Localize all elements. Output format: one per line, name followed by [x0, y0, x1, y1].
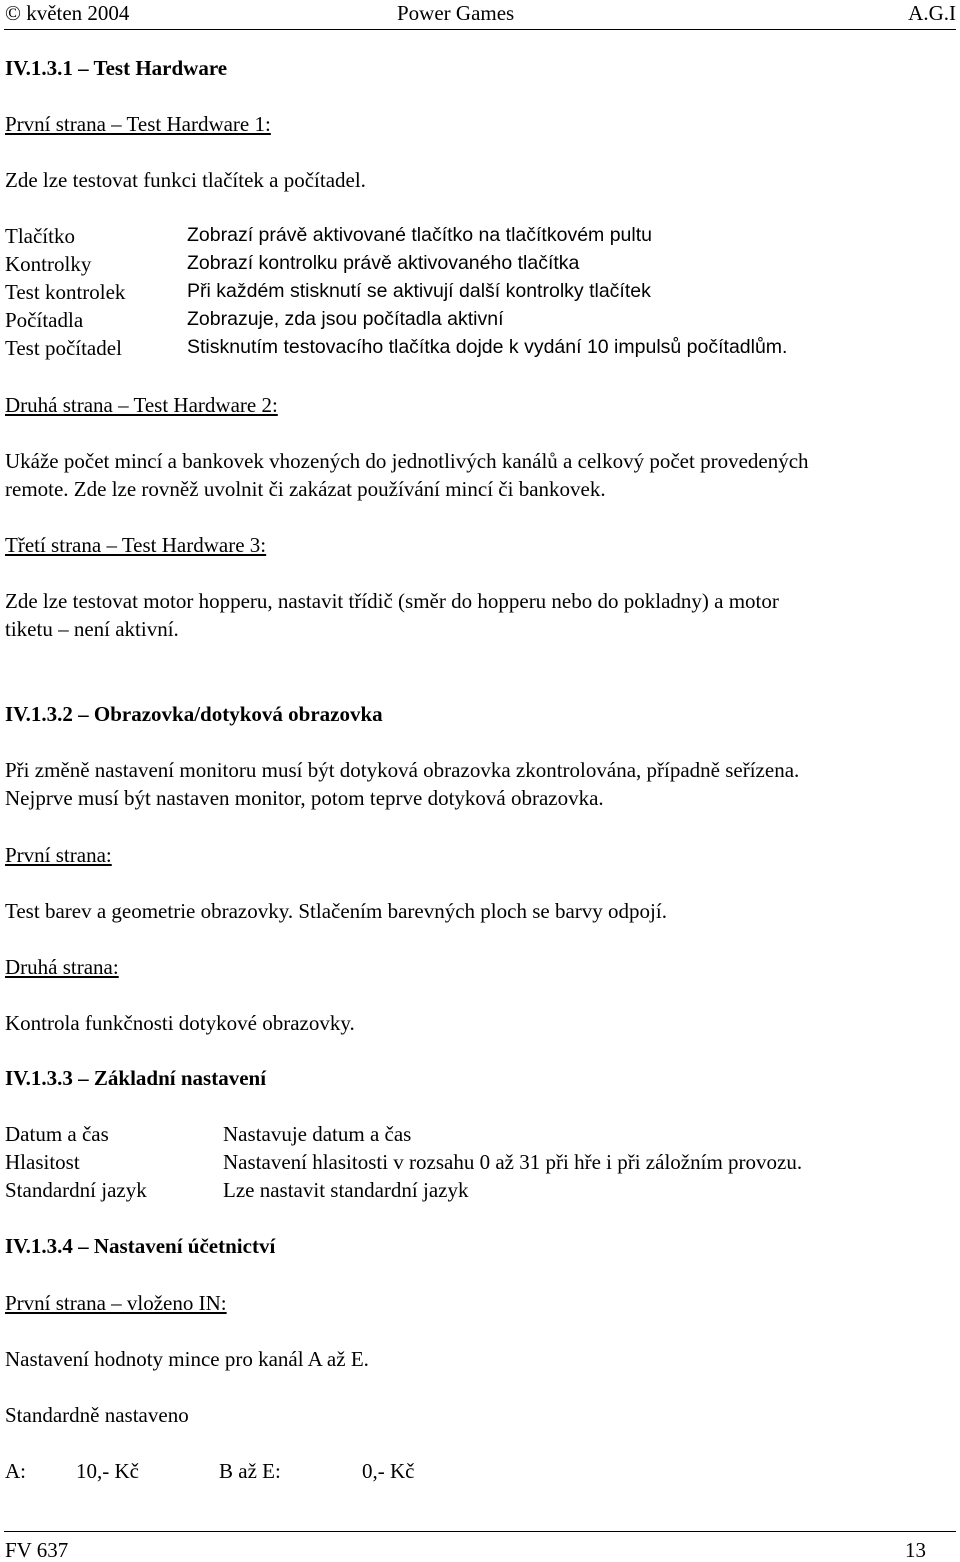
paragraph: Zde lze testovat motor hopperu, nastavit třídič (směr do hopperu nebo do pokladny) a motor: [5, 589, 779, 613]
subheading-page-2: Druhá strana – Test Hardware 2:: [5, 393, 278, 417]
subheading-page-1: První strana – Test Hardware 1:: [5, 112, 271, 136]
paragraph: Kontrola funkčnosti dotykové obrazovky.: [5, 1011, 355, 1035]
subheading-second-page: Druhá strana:: [5, 955, 119, 979]
table-term: Test kontrolek: [5, 280, 126, 304]
table-term: Datum a čas: [5, 1122, 109, 1146]
footer-rule: [4, 1531, 956, 1532]
footer-document-code: FV 637: [5, 1538, 69, 1562]
section-heading-accounting: IV.1.3.4 – Nastavení účetnictví: [5, 1234, 276, 1258]
table-description: Při každém stisknutí se aktivují další kontrolky tlačítek: [187, 280, 651, 302]
table-description: Zobrazí právě aktivované tlačítko na tlačítkovém pultu: [187, 224, 652, 246]
header-title: Power Games: [397, 1, 515, 25]
coin-label-b-e: B až E:: [219, 1459, 281, 1483]
paragraph: Nejprve musí být nastaven monitor, potom teprve dotyková obrazovka.: [5, 786, 604, 810]
paragraph: Nastavení hodnoty mince pro kanál A až E.: [5, 1347, 369, 1371]
table-description: Stisknutím testovacího tlačítka dojde k vydání 10 impulsů počítadlům.: [187, 336, 788, 358]
table-description: Zobrazuje, zda jsou počítadla aktivní: [187, 308, 504, 330]
table-description: Zobrazí kontrolku právě aktivovaného tlačítka: [187, 252, 580, 274]
header-copyright: © květen 2004: [5, 1, 130, 25]
table-description: Nastavení hlasitosti v rozsahu 0 až 31 při hře i při záložním provozu.: [223, 1150, 803, 1174]
header-company: A.G.I: [908, 1, 956, 25]
coin-label-a: A:: [5, 1459, 26, 1483]
subheading-first-page-in: První strana – vloženo IN:: [5, 1291, 227, 1315]
table-term: Test počítadel: [5, 336, 122, 360]
subheading-page-3: Třetí strana – Test Hardware 3:: [5, 533, 267, 557]
table-term: Hlasitost: [5, 1150, 80, 1174]
table-term: Počítadla: [5, 308, 84, 332]
coin-value-b-e: 0,- Kč: [362, 1459, 415, 1483]
paragraph: Při změně nastavení monitoru musí být dotyková obrazovka zkontrolována, případně seřízena.: [5, 758, 800, 782]
paragraph: remote. Zde lze rovněž uvolnit či zakázat používání mincí či bankovek.: [5, 477, 606, 501]
header-rule: [4, 29, 956, 30]
paragraph: Ukáže počet mincí a bankovek vhozených do jednotlivých kanálů a celkový počet provedených: [5, 449, 809, 473]
paragraph: Standardně nastaveno: [5, 1403, 189, 1427]
table-term: Standardní jazyk: [5, 1178, 147, 1202]
table-description: Lze nastavit standardní jazyk: [223, 1178, 469, 1202]
section-heading-test-hardware: IV.1.3.1 – Test Hardware: [5, 56, 228, 80]
section-heading-screen: IV.1.3.2 – Obrazovka/dotyková obrazovka: [5, 702, 383, 726]
paragraph: Test barev a geometrie obrazovky. Stlačením barevných ploch se barvy odpojí.: [5, 899, 667, 923]
table-description: Nastavuje datum a čas: [223, 1122, 412, 1146]
subheading-first-page: První strana:: [5, 843, 112, 867]
table-term: Kontrolky: [5, 252, 92, 276]
coin-value-a: 10,- Kč: [76, 1459, 139, 1483]
table-term: Tlačítko: [5, 224, 75, 248]
footer-page-number: 13: [905, 1538, 926, 1562]
section-heading-basic-settings: IV.1.3.3 – Základní nastavení: [5, 1066, 267, 1090]
paragraph: Zde lze testovat funkci tlačítek a počítadel.: [5, 168, 366, 192]
paragraph: tiketu – není aktivní.: [5, 617, 179, 641]
